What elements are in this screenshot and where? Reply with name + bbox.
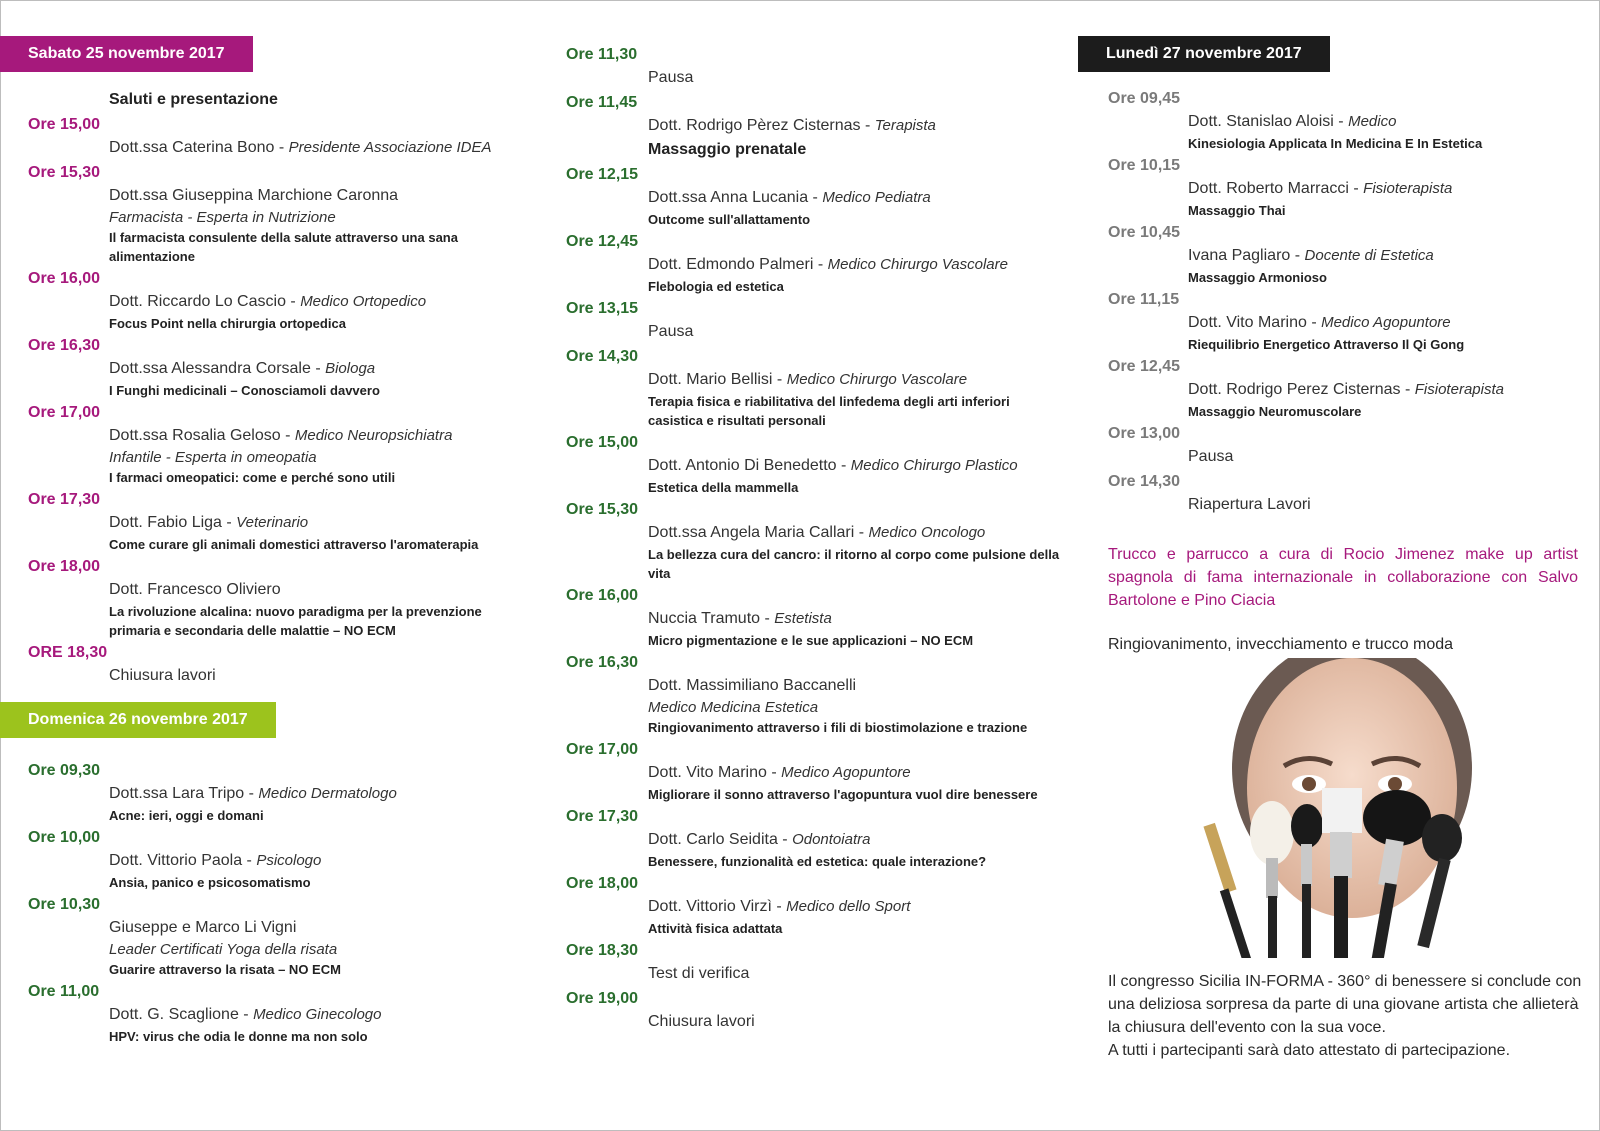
slot-details [566, 962, 1066, 986]
schedule-slot [1078, 88, 1578, 153]
slot-time: ORE 18,30 [28, 644, 108, 661]
schedule-slot [566, 806, 1066, 871]
speaker-name: Dott.ssa Caterina Bono [109, 139, 275, 156]
schedule-slot [1078, 222, 1578, 287]
slot-details [0, 424, 520, 487]
speaker-role-line: Leader Certificati Yoga della risata [109, 941, 338, 958]
monday-schedule [1078, 88, 1578, 517]
slot-time: Ore 18,00 [28, 558, 101, 575]
session-note: Pausa [648, 69, 694, 86]
column-saturday [0, 36, 520, 1046]
slot-details [0, 664, 520, 688]
speaker-line [648, 607, 1066, 631]
speaker-name: Dott. Mario Bellisi [648, 371, 773, 388]
speaker-name: Dott. Stanislao Aloisi [1188, 113, 1339, 130]
speaker-name: Dott. Massimiliano Baccanelli [648, 677, 857, 694]
talk-topic: Terapia fisica e riabilitativa del linfedema degli arti inferiori casistica e risultati personali [648, 394, 1010, 428]
speaker-line [648, 828, 1066, 852]
speaker-line [648, 454, 1066, 478]
sunday-header: Domenica 26 novembre 2017 [0, 702, 276, 738]
role-separator: - [1338, 113, 1349, 130]
speaker-line [1188, 244, 1578, 268]
schedule-slot [0, 489, 520, 554]
role-separator: - [766, 764, 782, 781]
slot-time: Ore 11,45 [566, 94, 638, 111]
schedule-slot [566, 164, 1066, 229]
role-separator: - [285, 293, 301, 310]
speaker-name: Dott.ssa Angela Maria Callari [648, 524, 855, 541]
slot-time: Ore 18,00 [566, 875, 639, 892]
slot-time: Ore 16,00 [566, 587, 639, 604]
speaker-line [648, 253, 1066, 277]
slot-details [566, 521, 1066, 583]
slot-details [0, 1003, 520, 1046]
slot-time: Ore 17,00 [566, 741, 639, 758]
speaker-line [1188, 177, 1578, 201]
speaker-name: Dott. Riccardo Lo Cascio [109, 293, 286, 310]
speaker-line [1188, 378, 1578, 402]
schedule-slot [566, 92, 1066, 162]
schedule-slot [0, 981, 520, 1046]
speaker-line [109, 184, 520, 208]
talk-topic: Benessere, funzionalità ed estetica: quale interazione? [648, 854, 987, 869]
slot-details [566, 454, 1066, 497]
schedule-slot [1078, 289, 1578, 354]
slot-time: Ore 14,30 [566, 348, 639, 365]
schedule-slot [1078, 423, 1578, 469]
speaker-role: Medico Chirurgo Vascolare [786, 371, 968, 388]
speaker-line [109, 849, 520, 873]
slot-details [0, 916, 520, 979]
speaker-name: Dott.ssa Alessandra Corsale [109, 360, 311, 377]
speaker-line [648, 674, 1066, 698]
speaker-name: Dott. G. Scaglione [109, 1006, 239, 1023]
schedule-slot [566, 298, 1066, 344]
slot-time: Ore 16,30 [28, 337, 101, 354]
role-separator: - [1290, 247, 1305, 264]
talk-topic: Migliorare il sonno attraverso l'agopuntura vuol dire benessere [648, 787, 1038, 802]
slot-details [566, 607, 1066, 650]
speaker-role: Medico [1348, 113, 1397, 130]
speaker-line [648, 368, 1066, 392]
schedule-slot [1078, 356, 1578, 421]
talk-topic: Ansia, panico e psicosomatismo [109, 875, 311, 890]
talk-topic: Come curare gli animali domestici attraverso l'aromaterapia [109, 537, 479, 552]
speaker-role: Medico Oncologo [868, 524, 986, 541]
role-separator: - [238, 1006, 254, 1023]
role-separator: - [242, 852, 257, 869]
speaker-role: Medico Chirurgo Vascolare [827, 256, 1008, 273]
role-separator: - [310, 360, 326, 377]
session-note: Riapertura Lavori [1188, 496, 1311, 513]
talk-topic: Micro pigmentazione e le sue applicazioni – NO ECM [648, 633, 974, 648]
speaker-name: Dott. Carlo Seidita [648, 831, 778, 848]
speaker-name: Dott. Rodrigo Pèrez Cisternas [648, 117, 861, 134]
talk-topic: Attività fisica adattata [648, 921, 783, 936]
slot-details [0, 136, 520, 160]
speaker-role: Medico dello Sport [786, 898, 911, 915]
talk-topic: Massaggio Armonioso [1188, 270, 1327, 285]
speaker-name: Dott. Fabio Liga [109, 514, 222, 531]
schedule-slot [566, 346, 1066, 430]
speaker-name: Dott. Vito Marino [1188, 314, 1307, 331]
speaker-line [109, 290, 520, 314]
session-note: Pausa [1188, 448, 1234, 465]
slot-time: Ore 16,30 [566, 654, 639, 671]
schedule-slot [566, 652, 1066, 737]
talk-topic: La bellezza cura del cancro: il ritorno al corpo come pulsione della vita [648, 547, 1060, 581]
talk-topic: Kinesiologia Applicata In Medicina E In Estetica [1188, 136, 1483, 151]
speaker-line [648, 761, 1066, 785]
speaker-name: Dott. Roberto Marracci [1188, 180, 1349, 197]
speaker-name: Dott. Edmondo Palmeri [648, 256, 814, 273]
slot-details [566, 674, 1066, 737]
speaker-role: Estetista [774, 610, 832, 627]
role-separator: - [860, 117, 875, 134]
talk-topic: Flebologia ed estetica [648, 279, 784, 294]
speaker-role: Medico Pediatra [822, 189, 931, 206]
talk-topic: Massaggio prenatale [648, 141, 807, 158]
saturday-intro: Saluti e presentazione [109, 91, 278, 108]
speaker-name: Dott. Rodrigo Perez Cisternas [1188, 381, 1405, 398]
speaker-name: Dott. Vittorio Virzì [648, 898, 772, 915]
role-separator: - [1306, 314, 1322, 331]
slot-details [0, 849, 520, 892]
schedule-slot [566, 873, 1066, 938]
slot-time: Ore 10,00 [28, 829, 101, 846]
model-with-brushes-image [1192, 658, 1482, 958]
speaker-name: Ivana Pagliaro [1188, 247, 1291, 264]
role-separator: - [760, 610, 775, 627]
slot-details [1078, 244, 1578, 287]
slot-time: Ore 15,00 [566, 434, 639, 451]
talk-topic: Acne: ieri, oggi e domani [109, 808, 264, 823]
role-separator: - [1348, 180, 1364, 197]
schedule-slot [0, 402, 520, 487]
schedule-slot [0, 894, 520, 979]
speaker-role-line: Infantile - Esperta in omeopatia [109, 449, 317, 466]
schedule-slot [0, 556, 520, 640]
talk-topic: Il farmacista consulente della salute attraverso una sana alimentazione [109, 230, 458, 264]
speaker-line [109, 1003, 520, 1027]
speaker-role: Fisioterapista [1414, 381, 1504, 398]
slot-time: Ore 10,45 [1108, 224, 1181, 241]
schedule-slot [0, 268, 520, 333]
speaker-line [648, 521, 1066, 545]
talk-topic: I Funghi medicinali – Conosciamoli davvero [109, 383, 380, 398]
role-separator: - [221, 514, 237, 531]
speaker-role: Psicologo [256, 852, 322, 869]
closing-paragraph [1078, 970, 1588, 1062]
speaker-line [109, 578, 520, 602]
speaker-name: Dott. Francesco Oliviero [109, 581, 281, 598]
speaker-line [109, 136, 520, 160]
schedule-slot [566, 44, 1066, 90]
schedule-slot [0, 827, 520, 892]
makeup-subtitle: Ringiovanimento, invecchiamento e trucco moda [1108, 636, 1454, 653]
slot-details [566, 186, 1066, 229]
saturday-header: Sabato 25 novembre 2017 [0, 36, 253, 72]
role-separator: - [808, 189, 823, 206]
role-separator: - [813, 256, 828, 273]
sunday-schedule-part1 [0, 760, 520, 1046]
slot-details [566, 761, 1066, 804]
speaker-name: Giuseppe e Marco Li Vigni [109, 919, 297, 936]
session-note: Pausa [648, 323, 694, 340]
slot-details [0, 357, 520, 400]
speaker-name: Dott.ssa Rosalia Geloso [109, 427, 281, 444]
slot-time: Ore 15,30 [28, 164, 101, 181]
speaker-role: Presidente Associazione IDEA [288, 139, 492, 156]
speaker-role: Medico Neuropsichiatra [294, 427, 453, 444]
speaker-role: Veterinario [236, 514, 309, 531]
schedule-slot [566, 499, 1066, 583]
talk-topic: Estetica della mammella [648, 480, 799, 495]
slot-time: Ore 16,00 [28, 270, 101, 287]
session-note: Test di verifica [648, 965, 750, 982]
speaker-line [109, 511, 520, 535]
speaker-line [109, 357, 520, 381]
role-separator: - [772, 371, 787, 388]
slot-time: Ore 18,30 [566, 942, 639, 959]
talk-topic: HPV: virus che odia le donne ma non solo [109, 1029, 368, 1044]
schedule-slot [0, 162, 520, 266]
speaker-name: Dott. Vito Marino [648, 764, 767, 781]
speaker-role-line: Medico Medicina Estetica [648, 699, 819, 716]
speaker-role-line: Farmacista - Esperta in Nutrizione [109, 209, 336, 226]
speaker-line [109, 782, 520, 806]
slot-details [566, 320, 1066, 344]
slot-details [566, 253, 1066, 296]
slot-details [566, 66, 1066, 90]
closing-text-1: Il congresso Sicilia IN-FORMA - 360° di benessere si conclude con una deliziosa sorpresa da parte di una giovane artista che allieterà la chiusura dell'evento con la sua voce. [1108, 973, 1582, 1036]
speaker-role: Fisioterapista [1363, 180, 1453, 197]
speaker-role: Biologa [325, 360, 376, 377]
speaker-line [109, 916, 520, 940]
role-separator: - [1404, 381, 1415, 398]
role-separator: - [777, 831, 793, 848]
slot-details [0, 578, 520, 640]
slot-details [0, 782, 520, 825]
slot-time: Ore 14,30 [1108, 473, 1181, 490]
slot-details [1078, 177, 1578, 220]
schedule-slot [0, 642, 520, 688]
talk-topic: Focus Point nella chirurgia ortopedica [109, 316, 346, 331]
column-sunday-continued [566, 42, 1066, 1034]
speaker-role: Medico Agopuntore [781, 764, 911, 781]
schedule-slot [0, 760, 520, 825]
makeup-illustration [1192, 658, 1482, 958]
slot-details [1078, 493, 1578, 517]
slot-details [1078, 110, 1578, 153]
schedule-slot [0, 114, 520, 160]
session-note: Chiusura lavori [648, 1013, 755, 1030]
speaker-role: Docente di Estetica [1304, 247, 1434, 264]
role-separator: - [854, 524, 869, 541]
speaker-name: Dott. Antonio Di Benedetto [648, 457, 837, 474]
speaker-role: Medico Ginecologo [253, 1006, 382, 1023]
slot-details [1078, 445, 1578, 469]
speaker-role: Terapista [874, 117, 936, 134]
schedule-slot [566, 739, 1066, 804]
schedule-slot [566, 585, 1066, 650]
slot-time: Ore 19,00 [566, 990, 639, 1007]
sunday-schedule-part2 [566, 44, 1066, 1034]
speaker-name: Nuccia Tramuto [648, 610, 761, 627]
slot-time: Ore 11,30 [566, 46, 638, 63]
slot-details [1078, 378, 1578, 421]
speaker-role: Odontoiatra [792, 831, 871, 848]
talk-topic: Outcome sull'allattamento [648, 212, 811, 227]
talk-topic: Ringiovanimento attraverso i fili di biostimolazione e trazione [648, 720, 1028, 735]
talk-topic: La rivoluzione alcalina: nuovo paradigma per la prevenzione primaria e secondaria delle malattie – NO ECM [109, 604, 482, 638]
slot-time: Ore 11,15 [1108, 291, 1180, 308]
talk-topic: Massaggio Neuromuscolare [1188, 404, 1362, 419]
monday-header: Lunedì 27 novembre 2017 [1078, 36, 1330, 72]
slot-details [566, 828, 1066, 871]
session-note: Chiusura lavori [109, 667, 216, 684]
slot-time: Ore 12,15 [566, 166, 639, 183]
talk-topic: Massaggio Thai [1188, 203, 1286, 218]
speaker-line [109, 424, 520, 448]
slot-time: Ore 13,00 [1108, 425, 1181, 442]
slot-details [0, 511, 520, 554]
role-separator: - [274, 139, 289, 156]
schedule-slot [566, 940, 1066, 986]
slot-time: Ore 12,45 [1108, 358, 1181, 375]
schedule-slot [566, 988, 1066, 1034]
makeup-promo-text: Trucco e parrucco a cura di Rocio Jimenez make up artist spagnola di fama internazionale in collaborazione con Salvo Bartolone e Pino Ciacia [1108, 546, 1578, 609]
slot-details [1078, 311, 1578, 354]
role-separator: - [771, 898, 787, 915]
slot-details [0, 290, 520, 333]
talk-topic: I farmaci omeopatici: come e perché sono utili [109, 470, 396, 485]
closing-text-2: A tutti i partecipanti sarà dato attestato di partecipazione. [1108, 1042, 1511, 1059]
schedule-slot [566, 432, 1066, 497]
speaker-name: Dott.ssa Lara Tripo [109, 785, 245, 802]
slot-time: Ore 10,15 [1108, 157, 1181, 174]
speaker-name: Dott.ssa Anna Lucania [648, 189, 809, 206]
slot-time: Ore 17,30 [566, 808, 639, 825]
role-separator: - [836, 457, 851, 474]
speaker-role: Medico Dermatologo [258, 785, 397, 802]
slot-time: Ore 12,45 [566, 233, 639, 250]
slot-time: Ore 17,00 [28, 404, 101, 421]
speaker-line [648, 186, 1066, 210]
speaker-name: Dott. Vittorio Paola [109, 852, 243, 869]
speaker-line [1188, 311, 1578, 335]
slot-time: Ore 09,30 [28, 762, 101, 779]
saturday-schedule [0, 114, 520, 688]
speaker-role: Medico Agopuntore [1321, 314, 1451, 331]
slot-details [0, 184, 520, 266]
slot-time: Ore 15,30 [566, 501, 639, 518]
slot-details [566, 114, 1066, 162]
speaker-line [648, 895, 1066, 919]
schedule-slot [0, 335, 520, 400]
slot-time: Ore 15,00 [28, 116, 101, 133]
slot-time: Ore 17,30 [28, 491, 101, 508]
talk-topic: Riequilibrio Energetico Attraverso Il Qi Gong [1188, 337, 1465, 352]
talk-topic: Guarire attraverso la risata – NO ECM [109, 962, 341, 977]
slot-time: Ore 13,15 [566, 300, 639, 317]
speaker-line [648, 114, 1066, 138]
slot-details [566, 895, 1066, 938]
slot-details [566, 1010, 1066, 1034]
slot-time: Ore 10,30 [28, 896, 101, 913]
slot-details [566, 368, 1066, 430]
column-monday [1078, 36, 1582, 1062]
schedule-slot [1078, 471, 1578, 517]
speaker-line [1188, 110, 1578, 134]
schedule-slot [566, 231, 1066, 296]
speaker-role: Medico Chirurgo Plastico [850, 457, 1018, 474]
speaker-role: Medico Ortopedico [300, 293, 427, 310]
slot-time: Ore 09,45 [1108, 90, 1181, 107]
schedule-slot [1078, 155, 1578, 220]
slot-time: Ore 11,00 [28, 983, 100, 1000]
role-separator: - [244, 785, 259, 802]
role-separator: - [280, 427, 295, 444]
speaker-name: Dott.ssa Giuseppina Marchione Caronna [109, 187, 399, 204]
